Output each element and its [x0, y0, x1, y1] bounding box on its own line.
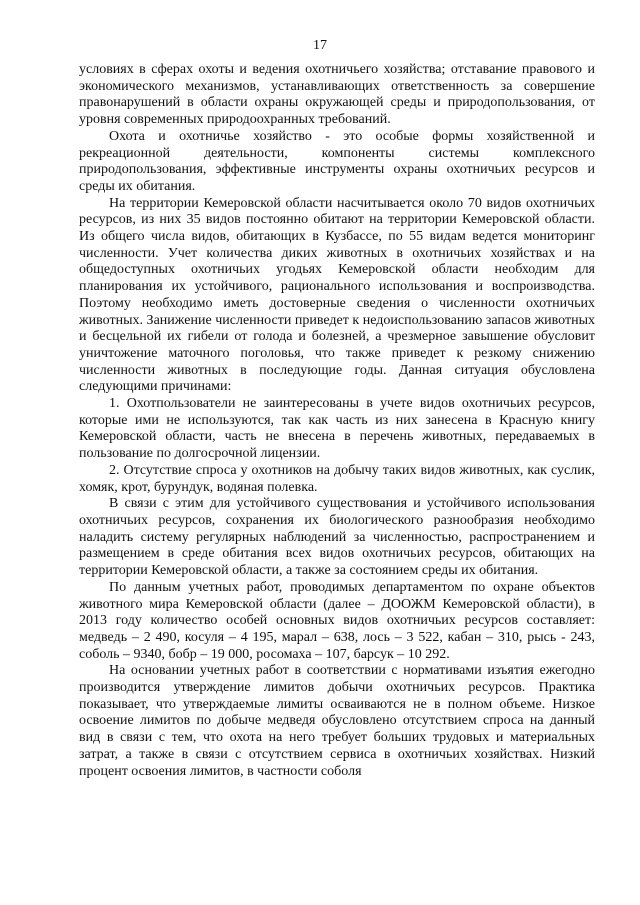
- paragraph: условиях в сферах охоты и ведения охотничьего хозяйства; отставание правового и экономического механизмов, устанавливающих ответственность за совершение правонарушений в области охраны окружающей среды и природопользования, от уровня современных природоохранных требований.: [79, 62, 595, 128]
- list-item: 2. Отсутствие спроса у охотников на добычу таких видов животных, как суслик, хомяк, крот, бурундук, водяная полевка.: [79, 462, 595, 495]
- paragraph: В связи с этим для устойчивого существования и устойчивого использования охотничьих ресурсов, сохранения их биологического разнообразия необходимо наладить систему регулярных наблюдений за численностью, распространением и размещением в среде обитания всех видов охотничьих ресурсов, обитающих на территории Кемеровской области, а также за состоянием среды их обитания.: [79, 496, 595, 579]
- page-number: 17: [313, 38, 327, 53]
- paragraph: По данным учетных работ, проводимых департаментом по охране объектов животного мира Кемеровской области (далее – ДООЖМ Кемеровской области), в 2013 году количество особей основных видов охотничьих ресурсов составляет: медведь – 2 490, косуля – 4 195, марал – 638, лось – 3 522, кабан – 310, рысь - 243, соболь – 9340, бобр – 19 000, росомаха – 107, барсук – 10 292.: [79, 579, 595, 662]
- list-item: 1. Охотпользователи не заинтересованы в учете видов охотничьих ресурсов, которые ими не используются, так как часть из них занесена в Красную книгу Кемеровской области, часть не внесена в перечень животных, передаваемых в пользование по долгосрочной лицензии.: [79, 396, 595, 462]
- paragraph: На основании учетных работ в соответствии с нормативами изъятия ежегодно производится утверждение лимитов добычи охотничьих ресурсов. Практика показывает, что утверждаемые лимиты осваиваются не в полном объеме. Низкое освоение лимитов по добыче медведя обусловлено отсутствием спроса на данный вид в связи с тем, что охота на него требует больших трудовых и материальных затрат, а также в связи с отсутствием сервиса в охотничьих хозяйствах. Низкий процент освоения лимитов, в частности соболя: [79, 663, 595, 779]
- paragraph: На территории Кемеровской области насчитывается около 70 видов охотничьих ресурсов, из них 35 видов постоянно обитают на территории Кемеровской области. Из общего числа видов, обитающих в Кузбассе, по 55 видам ведется мониторинг численности. Учет количества диких животных в охотничьих хозяйствах и на общедоступных охотничьих угодьях Кемеровской области необходим для планирования их устойчивого, рационального использования и воспроизводства. Поэтому необходимо иметь достоверные сведения о численности охотничьих животных. Занижение численности приведет к недоиспользованию запасов животных и бесцельной их гибели от голода и болезней, а чрезмерное завышение обусловит уничтожение маточного поголовья, что также приведет к резкому снижению численности животных в последующие годы. Данная ситуация обусловлена следующими причинами:: [79, 195, 595, 395]
- document-body: [79, 62, 595, 780]
- paragraph: Охота и охотничье хозяйство - это особые формы хозяйственной и рекреационной деятельности, компоненты системы комплексного природопользования, эффективные инструменты охраны охотничьих ресурсов и среды их обитания.: [79, 128, 595, 194]
